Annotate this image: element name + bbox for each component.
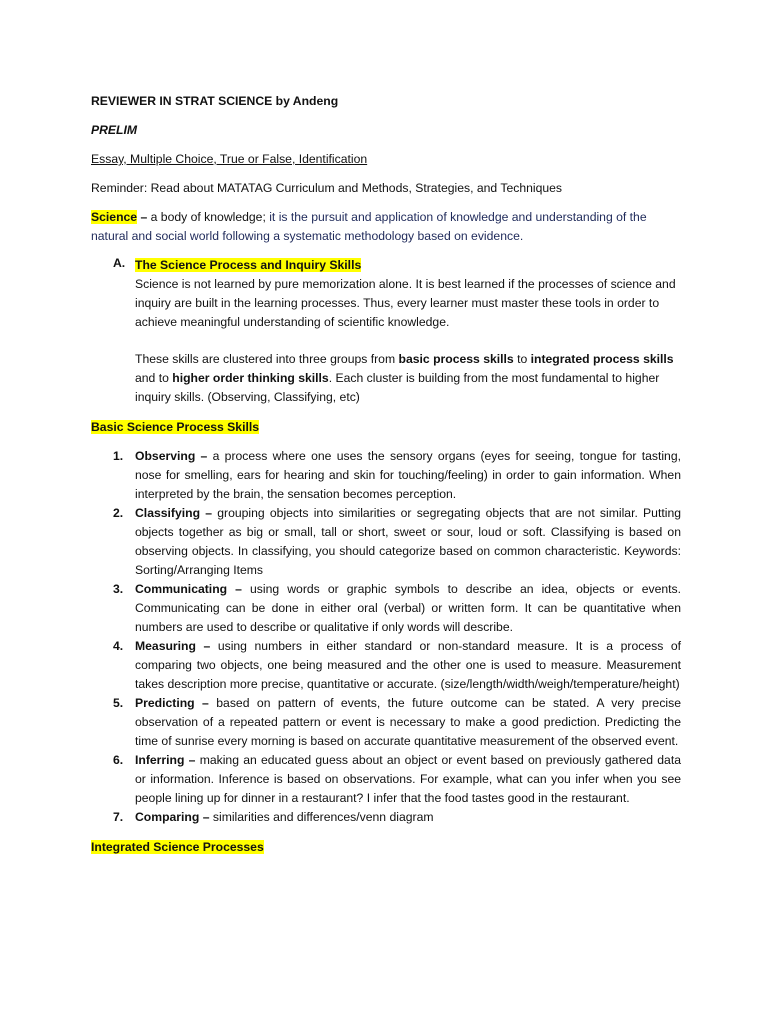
definition-text: it is the pursuit and application of knowledge and understanding of the natural and social world following a systematic methodology based on evidence. (91, 210, 647, 243)
skill-description: a process where one uses the sensory organs (eyes for seeing, tongue for tasting, nose for smelling, ears for hearing and skin for touching/feeling) in order to gain information. When interpreted by the brain, the sensation becomes perception. (135, 449, 681, 501)
skill-description: using words or graphic symbols to describe an idea, objects or events. Communicating can be done in either oral (verbal) or written form. It can be quantitative when numbers are used to describe or qualitative if only words will describe. (135, 582, 681, 634)
skill-name: Observing (135, 449, 196, 463)
section-a-letter: A. (113, 256, 126, 270)
basic-skills-list (91, 447, 681, 827)
section-a-paragraph-1: Science is not learned by pure memorization alone. It is best learned if the processes of science and inquiry are built in the learning processes. Thus, every learner must master these tools in order to achieve meaningful understanding of scientific knowledge. (135, 277, 676, 329)
section-a-paragraph-2: These skills are clustered into three groups from basic process skills to integrated process skills and to higher order thinking skills. Each cluster is building from the most fundamental to higher inquiry skills. (Observing, Classifying, etc) (135, 352, 674, 404)
definition-term: Science (91, 210, 138, 224)
skill-name: Communicating (135, 582, 228, 596)
list-item: 3. Communicating – using words or graphic symbols to describe an idea, objects or events. Communicating can be done in either oral (verbal) or written form. It can be quantitative when numbers are used to describe or qualitative if only words will describe. (113, 582, 681, 634)
list-item: 4. Measuring – using numbers in either standard or non-standard measure. It is a process of comparing two objects, one being measured and the other one is used to measure. Measurement takes description more precise, quantitative or accurate. (size/length/width/weigh/temperature/height) (113, 639, 681, 691)
definition-dash: – (137, 210, 151, 224)
document-title: REVIEWER IN STRAT SCIENCE by Andeng (91, 94, 339, 108)
definition-text-plain: a body of knowledge; (150, 210, 270, 224)
skill-description: using numbers in either standard or non-standard measure. It is a process of comparing two objects, one being measured and the other one is used to measure. Measurement takes description more precise, quantitative or accurate. (size/length/width/weigh/temperature/height) (135, 639, 681, 691)
higher-order-thinking-skills-term: higher order thinking skills (172, 371, 329, 385)
document-page (91, 92, 681, 867)
reminder-text: Reminder: Read about MATATAG Curriculum and Methods, Strategies, and Techniques (91, 181, 563, 195)
skill-description: based on pattern of events, the future outcome can be stated. A very precise observation of a repeated pattern or event is necessary to make a good prediction. Predicting the time of sunrise every morning is based on accurate quantitative measurement of the observed event. (135, 696, 681, 748)
skill-name: Predicting (135, 696, 195, 710)
list-item: 2. Classifying – grouping objects into similarities or segregating objects that are not similar. Putting objects together as big or small, tall or short, sweet or sour, loud or soft. Classifying is based on observing objects. In classifying, you should categorize based on common characteristic. Keywords: Sorting/Arranging Items (113, 506, 682, 577)
skill-description: grouping objects into similarities or segregating objects that are not similar. Putting objects together as big or small, tall or short, sweet or sour, loud or soft. Classifying is based on observing objects. In classifying, you should categorize based on common characteristic. Keywords: Sorting/Arranging Items (135, 506, 682, 577)
exam-label: PRELIM (91, 123, 138, 137)
section-a-heading: The Science Process and Inquiry Skills (135, 258, 362, 272)
skill-name: Comparing (135, 810, 200, 824)
list-item: 7. Comparing – similarities and differences/venn diagram (113, 810, 434, 824)
skill-name: Classifying (135, 506, 201, 520)
skill-description: similarities and differences/venn diagram (209, 810, 434, 824)
skill-description: making an educated guess about an object or event based on previously gathered data or information. Inference is based on observations. For example, what can you infer when you see people lining up for dinner in a restaurant? I infer that the food tastes good in the restaurant. (135, 753, 681, 805)
science-definition (91, 208, 681, 246)
exam-types: Essay, Multiple Choice, True or False, Identification (91, 152, 368, 166)
list-item: 5. Predicting – based on pattern of events, the future outcome can be stated. A very precise observation of a repeated pattern or event is necessary to make a good prediction. Predicting the time of sunrise every morning is based on accurate quantitative measurement of the observed event. (113, 696, 681, 748)
skill-name: Inferring (135, 753, 185, 767)
list-item: 1. Observing – a process where one uses the sensory organs (eyes for seeing, tongue for tasting, nose for smelling, ears for hearing and skin for touching/feeling) in order to gain information. When interpreted by the brain, the sensation becomes perception. (113, 449, 681, 501)
integrated-process-skills-term: integrated process skills (530, 352, 674, 366)
basic-skills-heading: Basic Science Process Skills (91, 420, 260, 434)
list-item: 6. Inferring – making an educated guess about an object or event based on previously gathered data or information. Inference is based on observations. For example, what can you infer when you see people lining up for dinner in a restaurant? I infer that the food tastes good in the restaurant. (113, 753, 681, 805)
section-a (91, 256, 681, 407)
basic-process-skills-term: basic process skills (398, 352, 514, 366)
integrated-skills-heading: Integrated Science Processes (91, 840, 264, 854)
skill-name: Measuring (135, 639, 196, 653)
